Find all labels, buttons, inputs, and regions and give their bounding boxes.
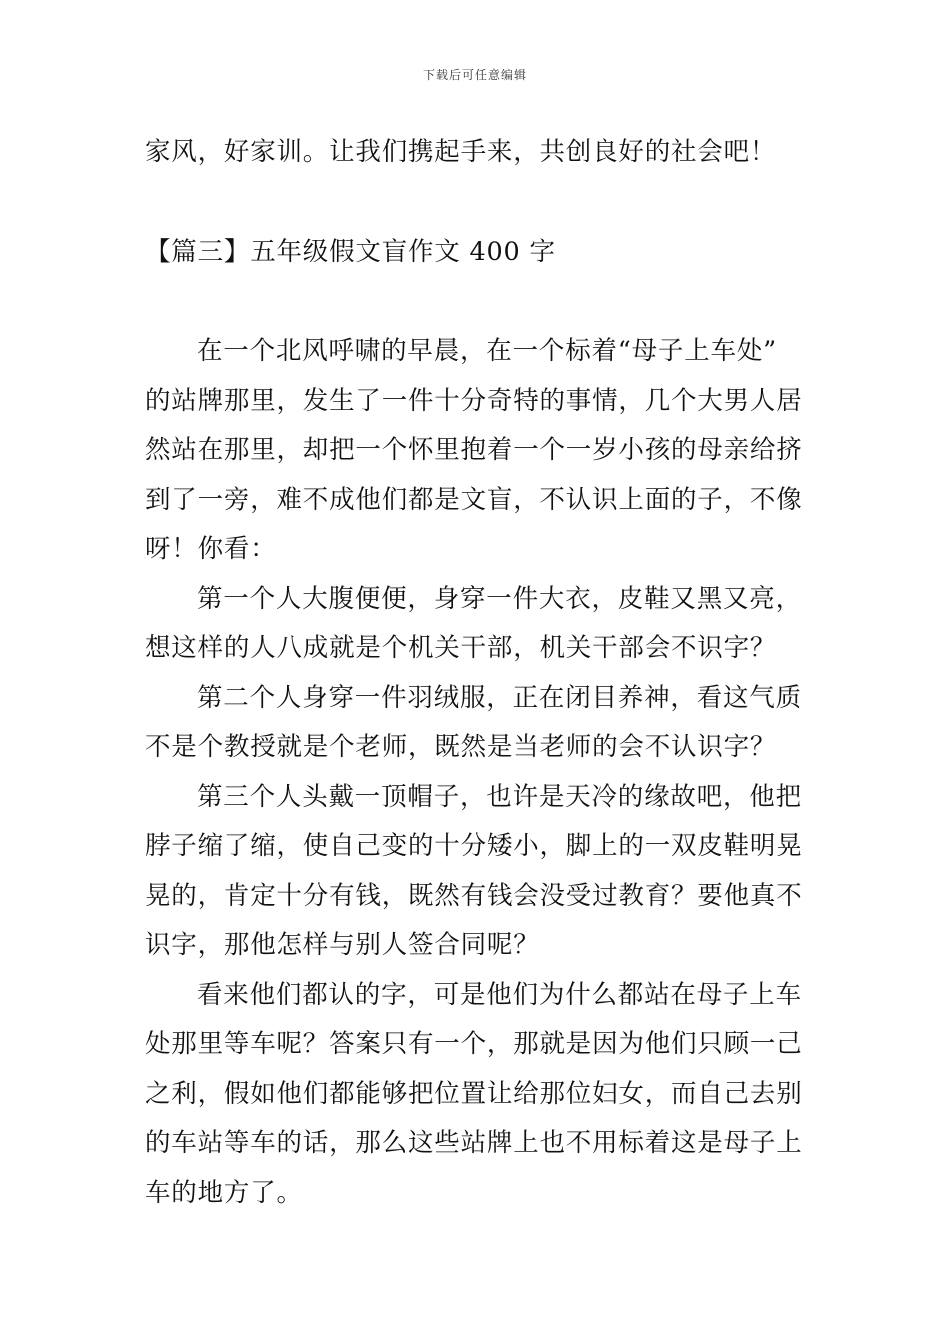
paragraph-line: 之利，假如他们都能够把位置让给那位妇女，而自己去别 [145, 1078, 803, 1109]
paragraph-line: 识字，那他怎样与别人签合同呢？ [145, 930, 540, 960]
paragraph-line: 然站在那里，却把一个怀里抱着一个一岁小孩的母亲给挤 [145, 435, 803, 465]
paragraph-line: 第三个人头戴一顶帽子，也许是天冷的缘故吧，他把 [197, 781, 802, 812]
document-body [145, 128, 807, 1218]
paragraph-1 [145, 327, 807, 575]
paragraph-2 [145, 575, 807, 674]
intro-line: 家风，好家训。让我们携起手来，共创良好的社会吧！ [145, 137, 777, 167]
paragraph-line: 在一个北风呼啸的早晨，在一个标着“母子上车处” [197, 336, 777, 366]
paragraph-line: 到了一旁，难不成他们都是文盲，不认识上面的子，不像 [145, 484, 803, 515]
paragraph-line: 车的地方了。 [145, 1177, 303, 1208]
paragraph-line: 呀！你看： [145, 534, 277, 564]
paragraph-line: 想这样的人八成就是个机关干部，机关干部会不识字？ [145, 633, 777, 663]
section-title: 【篇三】五年级假文盲作文 400 字 [145, 236, 556, 267]
paragraph-3 [145, 674, 807, 773]
paragraph-line: 看来他们都认的字，可是他们为什么都站在母子上车 [197, 979, 802, 1010]
paragraph-4 [145, 773, 807, 971]
paragraph-line: 处那里等车呢？答案只有一个，那就是因为他们只顾一己 [145, 1029, 803, 1059]
paragraph-line: 的车站等车的话，那么这些站牌上也不用标着这是母子上 [145, 1128, 803, 1158]
paragraph-line: 第一个人大腹便便，身穿一件大衣，皮鞋又黑又亮， [197, 583, 802, 614]
page-header-note: 下载后可任意编辑 [422, 68, 527, 82]
paragraph-line: 的站牌那里，发生了一件十分奇特的事情，几个大男人居 [145, 385, 803, 416]
paragraph-line: 晃的，肯定十分有钱，既然有钱会没受过教育？要他真不 [145, 880, 803, 911]
paragraph-line: 脖子缩了缩，使自己变的十分矮小，脚上的一双皮鞋明晃 [145, 831, 803, 861]
paragraph-line: 不是个教授就是个老师，既然是当老师的会不认识字？ [145, 732, 777, 762]
paragraph-5 [145, 971, 807, 1219]
paragraph-line: 第二个人身穿一件羽绒服，正在闭目养神，看这气质 [197, 682, 802, 713]
